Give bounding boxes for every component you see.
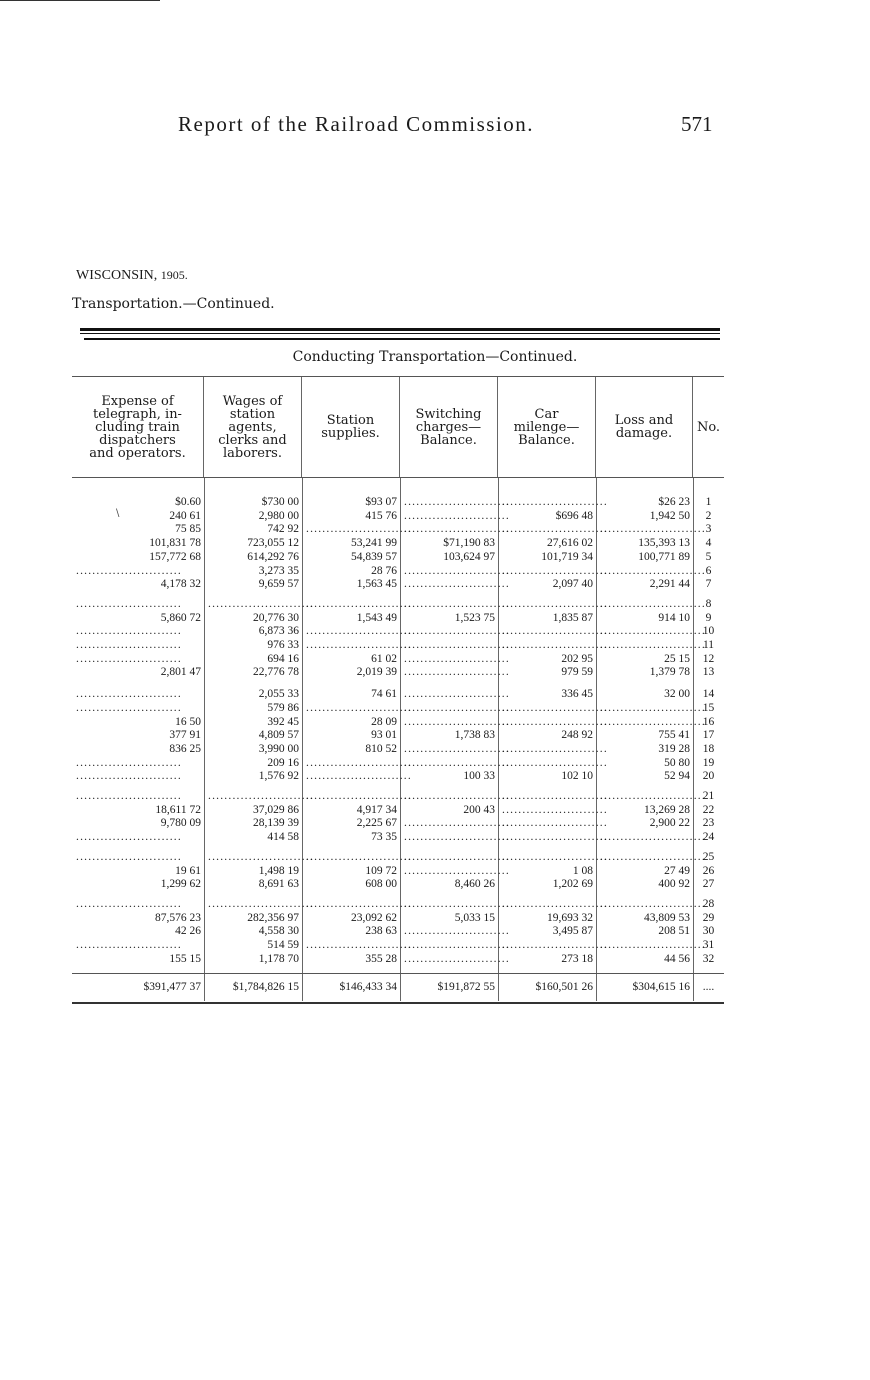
leader-dots: ..........................: [600, 831, 706, 844]
cell-value: 336 45: [561, 688, 593, 701]
cell-value: 1,563 45: [356, 578, 397, 591]
cell-value: 1,543 49: [356, 611, 397, 624]
cell-value: 100,771 89: [638, 550, 690, 563]
leader-dots: ..........................: [404, 817, 510, 830]
column-header-5: Car milenge— Balance.: [498, 377, 596, 477]
row-number: 1: [705, 496, 712, 508]
leader-dots: ..........................: [76, 564, 182, 577]
table-row: [72, 742, 724, 756]
leader-dots: ..........................: [502, 790, 608, 802]
cell-value: 13,269 28: [644, 803, 690, 816]
cell-value: 3,990 00: [258, 742, 299, 755]
leader-dots: ..........................: [404, 652, 510, 665]
leader-dots: ..........................: [404, 578, 510, 591]
leader-dots: ..........................: [76, 756, 182, 769]
cell-value: $730 00: [261, 496, 299, 508]
cell-value: 282,356 97: [247, 911, 299, 924]
row-number: 23: [702, 817, 715, 830]
row-number: 18: [702, 742, 715, 755]
cell-value: 37,029 86: [253, 803, 299, 816]
cell-value: 102 10: [561, 770, 593, 783]
cell-value: 32 00: [664, 688, 690, 701]
cell-value: $93 07: [365, 496, 397, 508]
row-number: 29: [702, 911, 715, 924]
cell-value: 1,576 92: [258, 770, 299, 783]
row-number: 32: [702, 952, 715, 965]
table-row: [72, 509, 724, 523]
row-number: 28: [702, 897, 715, 910]
leader-dots: ..........................: [502, 803, 608, 816]
cell-value: 135,393 13: [638, 537, 690, 550]
cell-value: 20,776 30: [253, 611, 299, 624]
cell-value: 2,019 39: [356, 666, 397, 679]
cell-value: 3,273 35: [258, 564, 299, 577]
table-row: [72, 952, 724, 966]
total-value: $191,872 55: [437, 981, 495, 994]
leader-dots: ..........................: [600, 897, 706, 910]
table-row: [72, 564, 724, 578]
table-row: [72, 665, 724, 679]
column-header-3: Station supplies.: [302, 377, 400, 477]
cell-value: 4,809 57: [258, 729, 299, 742]
row-number: 3: [705, 523, 712, 536]
cell-value: 103,624 97: [443, 550, 495, 563]
leader-dots: ..........................: [306, 897, 412, 910]
cell-value: 273 18: [561, 952, 593, 965]
column-header-7: No.: [696, 419, 721, 435]
cell-value: 28 09: [371, 715, 397, 728]
cell-value: 9,659 57: [258, 578, 299, 591]
cell-value: 608 00: [365, 878, 397, 891]
leader-dots: ..........................: [404, 897, 510, 910]
row-number: 13: [702, 666, 715, 679]
column-header-6: Loss and damage.: [596, 377, 693, 477]
leader-dots: ..........................: [404, 564, 510, 577]
table-body: [72, 478, 724, 1003]
leader-dots: ..........................: [306, 701, 412, 714]
leader-dots: ..........................: [208, 897, 314, 910]
cell-value: 2,055 33: [258, 688, 299, 701]
leader-dots: ..........................: [76, 790, 182, 802]
cell-value: 392 45: [267, 715, 299, 728]
cell-value: 209 16: [267, 756, 299, 769]
running-head: Report of the Railroad Commission.: [178, 112, 535, 136]
table-row: [72, 624, 724, 638]
cell-value: 400 92: [658, 878, 690, 891]
cell-value: 3,495 87: [552, 925, 593, 938]
column-header-2: Wages of station agents, clerks and laborers.: [204, 377, 302, 477]
total-value: $304,615 16: [632, 981, 690, 994]
row-number: 15: [702, 701, 715, 714]
leader-dots: ..........................: [502, 523, 608, 536]
report-year: 1905.: [160, 268, 188, 282]
row-number: 17: [702, 729, 715, 742]
leader-dots: ..........................: [404, 597, 510, 610]
cell-value: 53,241 99: [351, 537, 397, 550]
row-number: 7: [705, 578, 712, 591]
cell-value: 50 80: [664, 756, 690, 769]
leader-dots: ..........................: [76, 939, 182, 951]
row-number: 10: [702, 625, 715, 638]
leader-dots: ..........................: [600, 939, 706, 951]
leader-dots: ..........................: [404, 864, 510, 877]
table-row: [72, 924, 724, 938]
cell-value: 19 61: [175, 864, 201, 877]
transport-table: [72, 376, 724, 1003]
section-subtitle: Transportation.—Continued.: [72, 296, 275, 312]
leader-dots: ..........................: [502, 939, 608, 951]
cell-value: 87,576 23: [155, 911, 201, 924]
leader-dots: ..........................: [306, 790, 412, 802]
cell-value: 1 08: [572, 864, 593, 877]
row-number: 19: [702, 756, 715, 769]
leader-dots: ..........................: [404, 952, 510, 965]
row-number: 25: [702, 850, 715, 863]
leader-dots: ..........................: [600, 790, 706, 802]
leader-dots: ..........................: [600, 639, 706, 651]
leader-dots: ..........................: [306, 756, 412, 769]
row-number: 4: [705, 537, 712, 550]
cell-value: 74 61: [371, 688, 397, 701]
leader-dots: ..........................: [502, 850, 608, 863]
top-edge-line: [0, 0, 160, 1]
leader-dots: ..........................: [76, 597, 182, 610]
cell-value: 22,776 78: [253, 666, 299, 679]
cell-value: 579 86: [267, 701, 299, 714]
leader-dots: ..........................: [600, 597, 706, 610]
cell-value: $26 23: [658, 496, 690, 508]
cell-value: 1,299 62: [160, 878, 201, 891]
table-row: [72, 938, 724, 952]
table-row: [72, 803, 724, 817]
leader-dots: ..........................: [76, 850, 182, 863]
cell-value: 1,835 87: [552, 611, 593, 624]
cell-value: 155 15: [169, 952, 201, 965]
cell-value: 42 26: [175, 925, 201, 938]
leader-dots: ..........................: [306, 625, 412, 638]
cell-value: 101,719 34: [541, 550, 593, 563]
cell-value: 414 58: [267, 831, 299, 844]
table-row: [72, 715, 724, 729]
cell-value: 61 02: [371, 652, 397, 665]
leader-dots: ..........................: [306, 523, 412, 536]
cell-value: 514 59: [267, 939, 299, 951]
cell-value: 54,839 57: [351, 550, 397, 563]
table-row: [72, 897, 724, 911]
cell-value: 377 91: [169, 729, 201, 742]
table-row: [72, 728, 724, 742]
table-row: [72, 536, 724, 550]
cell-value: 52 94: [664, 770, 690, 783]
leader-dots: ..........................: [76, 625, 182, 638]
state-heading: [76, 268, 188, 284]
row-number: 6: [705, 564, 712, 577]
cell-value: $71,190 83: [443, 537, 495, 550]
cell-value: 694 16: [267, 652, 299, 665]
leader-dots: ..........................: [76, 652, 182, 665]
cell-value: 27 49: [664, 864, 690, 877]
cell-value: 319 28: [658, 742, 690, 755]
leader-dots: ..........................: [306, 770, 412, 783]
cell-value: 2,900 22: [649, 817, 690, 830]
leader-dots: ..........................: [404, 625, 510, 638]
cell-value: 93 01: [371, 729, 397, 742]
table-row: [72, 769, 724, 783]
row-number: 24: [702, 831, 715, 844]
cell-value: 979 59: [561, 666, 593, 679]
leader-dots: ..........................: [404, 496, 510, 508]
cell-value: $0.60: [175, 496, 201, 508]
leader-dots: ..........................: [208, 790, 314, 802]
stray-mark: \: [116, 508, 120, 519]
cell-value: 28 76: [371, 564, 397, 577]
cell-value: 27,616 02: [547, 537, 593, 550]
leader-dots: ..........................: [404, 639, 510, 651]
cell-value: 810 52: [365, 742, 397, 755]
table-row: [72, 522, 724, 536]
leader-dots: ..........................: [502, 715, 608, 728]
leader-dots: ..........................: [502, 742, 608, 755]
leader-dots: ..........................: [306, 639, 412, 651]
row-number: 14: [702, 688, 715, 701]
total-value: ....: [702, 981, 715, 994]
cell-value: 1,202 69: [552, 878, 593, 891]
heavy-rule-top: [80, 328, 720, 331]
total-value: $146,433 34: [339, 981, 397, 994]
table-row: [72, 864, 724, 878]
cell-value: 240 61: [169, 509, 201, 522]
cell-value: 8,691 63: [258, 878, 299, 891]
cell-value: 157,772 68: [149, 550, 201, 563]
cell-value: 19,693 32: [547, 911, 593, 924]
cell-value: 1,498 19: [258, 864, 299, 877]
leader-dots: ..........................: [208, 850, 314, 863]
leader-dots: ..........................: [502, 831, 608, 844]
leader-dots: ..........................: [502, 639, 608, 651]
cell-value: 25 15: [664, 652, 690, 665]
table-row: [72, 911, 724, 925]
cell-value: 44 56: [664, 952, 690, 965]
leader-dots: ..........................: [404, 715, 510, 728]
cell-value: 109 72: [365, 864, 397, 877]
table-row: [72, 701, 724, 715]
row-number: 9: [705, 611, 712, 624]
leader-dots: ..........................: [502, 897, 608, 910]
row-number: 8: [705, 597, 712, 610]
cell-value: 16 50: [175, 715, 201, 728]
cell-value: 100 33: [463, 770, 495, 783]
cell-value: 200 43: [463, 803, 495, 816]
table-row: [72, 830, 724, 844]
cell-value: 4,178 32: [160, 578, 201, 591]
total-value: $391,477 37: [143, 981, 201, 994]
leader-dots: ..........................: [76, 688, 182, 701]
leader-dots: ..........................: [76, 639, 182, 651]
cell-value: 2,097 40: [552, 578, 593, 591]
thin-rule: [80, 333, 720, 334]
table-row: [72, 577, 724, 591]
cell-value: 914 10: [658, 611, 690, 624]
table-row: [72, 652, 724, 666]
leader-dots: ..........................: [306, 850, 412, 863]
leader-dots: ..........................: [600, 715, 706, 728]
leader-dots: ..........................: [600, 625, 706, 638]
leader-dots: ..........................: [502, 496, 608, 508]
leader-dots: ..........................: [600, 850, 706, 863]
cell-value: 415 76: [365, 509, 397, 522]
table-row: [72, 597, 724, 611]
cell-value: 976 33: [267, 639, 299, 651]
row-number: 5: [705, 550, 712, 563]
cell-value: 2,980 00: [258, 509, 299, 522]
page-number: 571: [681, 112, 713, 136]
table-row: [72, 495, 724, 509]
cell-value: 723,055 12: [247, 537, 299, 550]
cell-value: 43,809 53: [644, 911, 690, 924]
row-number: 20: [702, 770, 715, 783]
column-header-4: Switching charges— Balance.: [400, 377, 498, 477]
table-row: [72, 756, 724, 770]
leader-dots: ..........................: [306, 597, 412, 610]
leader-dots: ..........................: [404, 666, 510, 679]
table-row: [72, 550, 724, 564]
leader-dots: ..........................: [600, 523, 706, 536]
leader-dots: ..........................: [404, 939, 510, 951]
cell-value: 2,801 47: [160, 666, 201, 679]
cell-value: 755 41: [658, 729, 690, 742]
leader-dots: ..........................: [502, 756, 608, 769]
cell-value: 836 25: [169, 742, 201, 755]
leader-dots: ..........................: [404, 523, 510, 536]
leader-dots: ..........................: [76, 831, 182, 844]
row-number: 31: [702, 939, 715, 951]
leader-dots: ..........................: [404, 742, 510, 755]
cell-value: 8,460 26: [454, 878, 495, 891]
cell-value: 202 95: [561, 652, 593, 665]
row-number: 2: [705, 509, 712, 522]
total-value: $160,501 26: [535, 981, 593, 994]
table-row: [72, 877, 724, 891]
table-row: [72, 850, 724, 864]
cell-value: 248 92: [561, 729, 593, 742]
table-header: [72, 376, 724, 478]
state-name: WISCONSIN,: [76, 268, 158, 283]
leader-dots: ..........................: [502, 564, 608, 577]
cell-value: 75 85: [175, 523, 201, 536]
leader-dots: ..........................: [404, 756, 510, 769]
cell-value: 238 63: [365, 925, 397, 938]
leader-dots: ..........................: [404, 850, 510, 863]
leader-dots: ..........................: [76, 701, 182, 714]
table-row: [72, 611, 724, 625]
leader-dots: ..........................: [600, 701, 706, 714]
cell-value: 23,092 62: [351, 911, 397, 924]
cell-value: 355 28: [365, 952, 397, 965]
cell-value: 1,738 83: [454, 729, 495, 742]
cell-value: 4,558 30: [258, 925, 299, 938]
leader-dots: ..........................: [306, 939, 412, 951]
cell-value: 18,611 72: [155, 803, 201, 816]
cell-value: 1,523 75: [454, 611, 495, 624]
table-row: [72, 789, 724, 803]
row-number: 21: [702, 790, 715, 802]
row-number: 30: [702, 925, 715, 938]
leader-dots: ..........................: [76, 897, 182, 910]
cell-value: 101,831 78: [149, 537, 201, 550]
row-number: 22: [702, 803, 715, 816]
cell-value: 208 51: [658, 925, 690, 938]
row-number: 27: [702, 878, 715, 891]
table-row: [72, 638, 724, 652]
leader-dots: ..........................: [600, 564, 706, 577]
cell-value: 9,780 09: [160, 817, 201, 830]
cell-value: 5,033 15: [454, 911, 495, 924]
leader-dots: ..........................: [404, 701, 510, 714]
leader-dots: ..........................: [404, 688, 510, 701]
leader-dots: ..........................: [404, 790, 510, 802]
row-number: 16: [702, 715, 715, 728]
leader-dots: ..........................: [404, 509, 510, 522]
leader-dots: ..........................: [76, 770, 182, 783]
cell-value: 5,860 72: [160, 611, 201, 624]
cell-value: 614,292 76: [247, 550, 299, 563]
cell-value: $696 48: [555, 509, 593, 522]
leader-dots: ..........................: [404, 925, 510, 938]
leader-dots: ..........................: [502, 625, 608, 638]
cell-value: 1,379 78: [649, 666, 690, 679]
totals-row: [72, 973, 724, 1004]
cell-value: 2,291 44: [649, 578, 690, 591]
leader-dots: ..........................: [208, 597, 314, 610]
row-number: 26: [702, 864, 715, 877]
cell-value: 28,139 39: [253, 817, 299, 830]
cell-value: 6,873 36: [258, 625, 299, 638]
row-number: 12: [702, 652, 715, 665]
leader-dots: ..........................: [502, 597, 608, 610]
table-row: [72, 687, 724, 701]
group-title: Conducting Transportation—Continued.: [292, 349, 578, 365]
cell-value: 742 92: [267, 523, 299, 536]
cell-value: 1,178 70: [258, 952, 299, 965]
total-value: $1,784,826 15: [232, 981, 299, 994]
leader-dots: ..........................: [502, 701, 608, 714]
double-rule: [84, 338, 720, 340]
cell-value: 1,942 50: [649, 509, 690, 522]
cell-value: 4,917 34: [356, 803, 397, 816]
row-number: 11: [702, 639, 715, 651]
leader-dots: ..........................: [502, 817, 608, 830]
table-row: [72, 816, 724, 830]
cell-value: 2,225 67: [356, 817, 397, 830]
column-header-1: Expense of telegraph, in- cluding train dispatchers and operators.: [72, 377, 204, 477]
leader-dots: ..........................: [404, 831, 510, 844]
cell-value: 73 35: [371, 831, 397, 844]
